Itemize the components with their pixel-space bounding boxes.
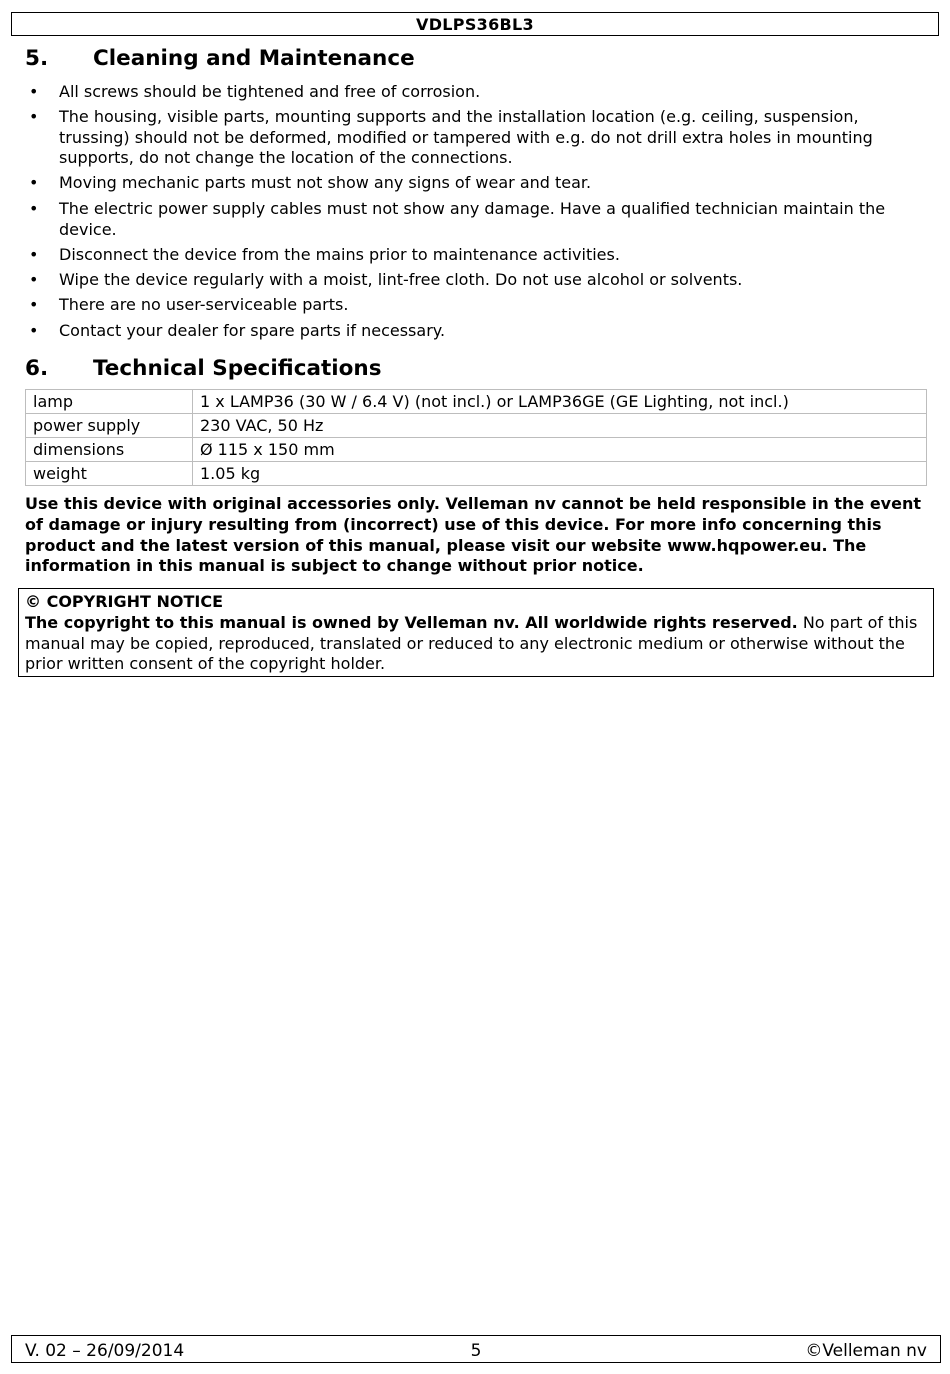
bullet-icon: • (29, 199, 39, 218)
table-row (26, 390, 927, 414)
bullet-icon: • (29, 173, 39, 192)
copyright-title: © COPYRIGHT NOTICE (25, 592, 224, 611)
spec-value: 230 VAC, 50 Hz (193, 414, 927, 438)
bullet-icon: • (29, 245, 39, 264)
bullet-icon: • (29, 107, 39, 126)
page-footer (11, 1335, 941, 1363)
list-item (29, 321, 929, 342)
list-item-text: The electric power supply cables must not show any damage. Have a qualified technician maintain the device. (59, 199, 886, 239)
section-6-title: Technical Specifications (93, 356, 382, 381)
spec-label: dimensions (26, 438, 193, 462)
footer-page-number: 5 (470, 1341, 482, 1361)
bullet-icon: • (29, 321, 39, 340)
list-item (29, 270, 929, 291)
bullet-icon: • (29, 270, 39, 289)
bullet-icon: • (29, 295, 39, 314)
bullet-icon: • (29, 82, 39, 101)
section-5-title: Cleaning and Maintenance (93, 46, 415, 71)
list-item (29, 82, 929, 103)
copyright-text: No part of this manual may be copied, reproduced, translated or reduced to any electronic medium or otherwise without the prior written consent of the copyright holder. (25, 612, 918, 674)
list-item-text: Disconnect the device from the mains prior to maintenance activities. (59, 245, 620, 264)
page-header (11, 12, 939, 36)
spec-value: 1.05 kg (193, 462, 927, 486)
section-5-heading (25, 46, 415, 71)
spec-label: lamp (26, 390, 193, 414)
specs-table (25, 389, 927, 486)
list-item-text: All screws should be tightened and free of corrosion. (59, 82, 481, 101)
list-item (29, 199, 929, 240)
table-row (26, 414, 927, 438)
table-row (26, 462, 927, 486)
list-item-text: Moving mechanic parts must not show any signs of wear and tear. (59, 173, 592, 192)
list-item-text: Wipe the device regularly with a moist, lint-free cloth. Do not use alcohol or solvents. (59, 270, 743, 289)
table-row (26, 438, 927, 462)
section-6-number: 6. (25, 356, 49, 381)
list-item-text: Contact your dealer for spare parts if necessary. (59, 321, 446, 340)
model-name: VDLPS36BL3 (416, 15, 534, 34)
spec-value: 1 x LAMP36 (30 W / 6.4 V) (not incl.) or LAMP36GE (GE Lighting, not incl.) (193, 390, 927, 414)
usage-warning: Use this device with original accessories only. Velleman nv cannot be held responsible in the event of damage or injury resulting from (incorrect) use of this device. For more info concerning this product and the latest version of this manual, please visit our website www.hqpower.eu. The information in this manual is subject to change without prior notice. (25, 494, 921, 576)
footer-version: V. 02 – 26/09/2014 (25, 1341, 185, 1361)
copyright-body (25, 613, 933, 675)
section-5-number: 5. (25, 46, 49, 71)
copyright-notice (18, 588, 934, 677)
list-item-text: The housing, visible parts, mounting supports and the installation location (e.g. ceiling, suspension, trussing) should not be deformed, modified or tampered with e.g. do not drill extra holes in mounting supports, do not change the location of the connections. (59, 107, 873, 168)
footer-owner: ©Velleman nv (805, 1341, 927, 1361)
spec-label: power supply (26, 414, 193, 438)
section-6-heading (25, 356, 382, 381)
list-item-text: There are no user-serviceable parts. (59, 295, 349, 314)
list-item (29, 295, 929, 316)
copyright-bold-text: The copyright to this manual is owned by Velleman nv. All worldwide rights reserved. (25, 612, 798, 632)
list-item (29, 245, 929, 266)
list-item (29, 173, 929, 194)
list-item (29, 107, 929, 169)
spec-value: Ø 115 x 150 mm (193, 438, 927, 462)
spec-label: weight (26, 462, 193, 486)
